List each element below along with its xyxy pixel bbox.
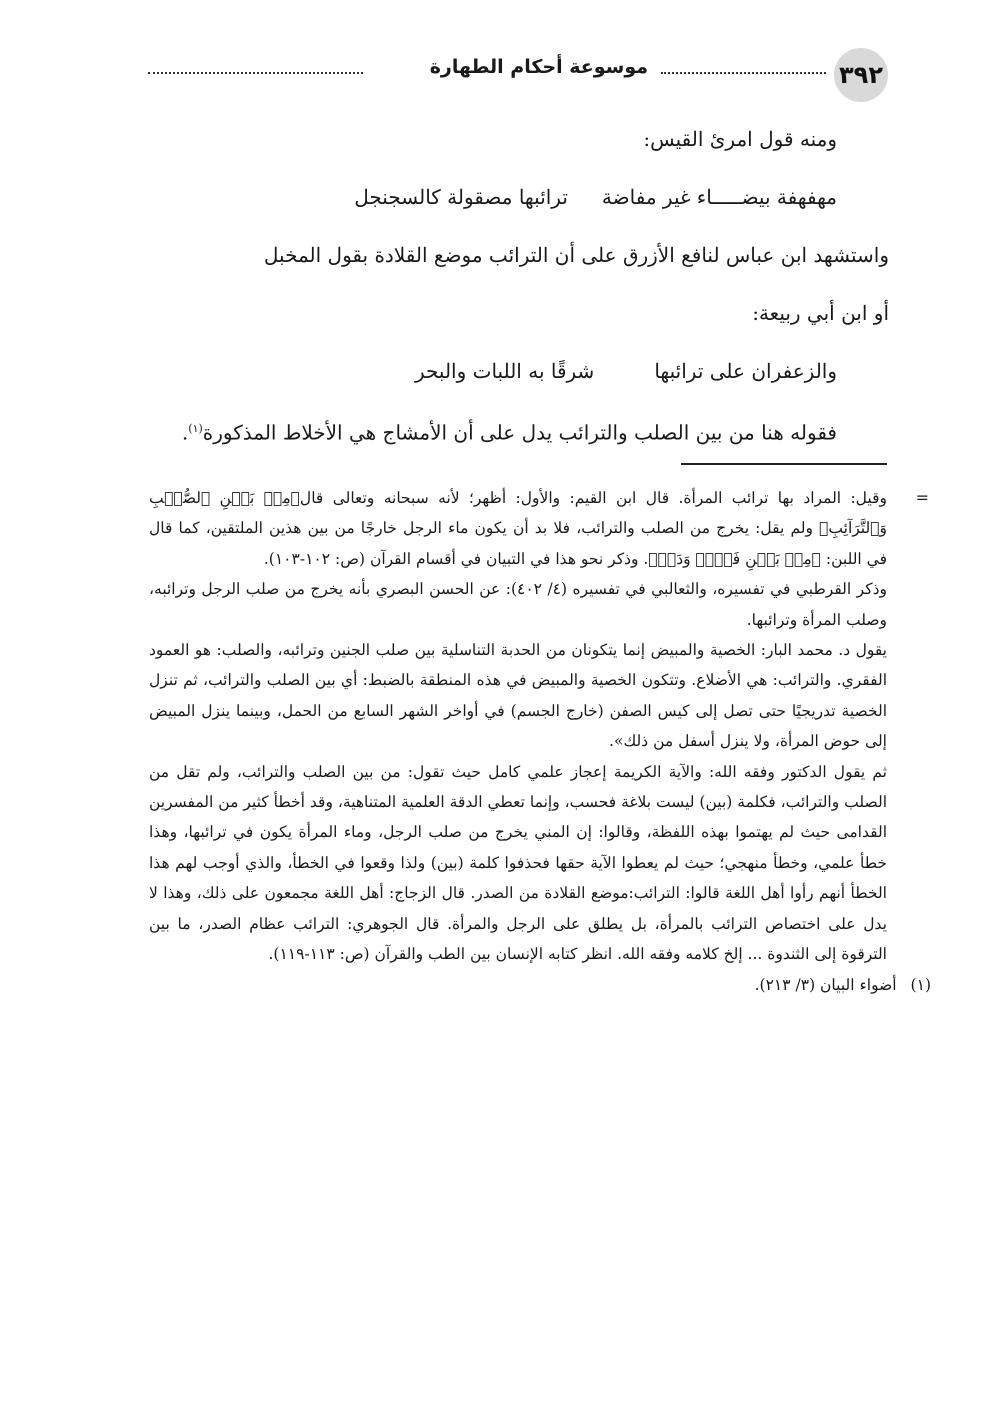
conclusion-period: . — [181, 420, 189, 445]
header-dotted-rule-right — [661, 72, 826, 74]
verse-imru-al-qays — [147, 168, 889, 226]
footnote-separator — [681, 463, 887, 465]
page-number: ٣٩٢ — [834, 48, 888, 102]
footnote-paragraph: وذكر القرطبي في تفسيره، والثعالبي في تفسيره (٤/ ٤٠٢): عن الحسن البصري بأنه يخرج من صلب الرجل وترائبه، وصلب المرأة وترائبها. — [149, 580, 887, 629]
footnote-paragraph: يقول د. محمد البار: الخصية والمبيض إنما يتكونان من الحدبة التناسلية بين صلب الجنين وترائبه، والصلب: هو العمود الفقري. والترائب: هي الأضلاع. وتتكون الخصية والمبيض في هذه المنطقة بالضبط: أي بين الصلب والترائب، ثم تنزل الخصية تدريجيًا حتى تصل إلى كيس الصفن (خارج الجسم) في أواخر الشهر السابع من الحمل، وبينما ينزل المبيض إلى حوض المرأة، ولا ينزل أسفل من ذلك». — [149, 641, 887, 751]
verse-ibn-abi-rabia — [147, 342, 889, 400]
main-text — [147, 110, 889, 462]
conclusion-text: فقوله هنا من بين الصلب والترائب يدل على أن الأمشاج هي الأخلاط المذكورة — [202, 420, 837, 445]
footnote-1 — [149, 970, 931, 1000]
verse-first-hemistich: مهفهفة بيضـــــاء غير مفاضة — [601, 185, 837, 209]
footnote-reference[interactable]: (١) — [188, 422, 203, 435]
conclusion-line — [147, 400, 889, 462]
paragraph-line: واستشهد ابن عباس لنافع الأزرق على أن الترائب موضع القلادة بقول المخبل — [263, 243, 889, 267]
footnote-text: أضواء البيان (٣/ ٢١٣). — [754, 975, 897, 994]
paragraph-line: أو ابن أبي ربيعة: — [752, 301, 889, 325]
page-header — [148, 48, 888, 100]
intro-line: ومنه قول امرئ القيس: — [643, 127, 837, 151]
verse-first-hemistich: والزعفران على ترائبها — [654, 359, 837, 383]
footnotes — [149, 483, 931, 1000]
footnote-continuation-mark: = — [915, 488, 929, 507]
running-title: موسوعة أحكام الطهارة — [429, 56, 648, 78]
verse-second-hemistich: شرقًا به اللبات والبحر — [414, 359, 595, 383]
verse-second-hemistich: ترائبها مصقولة كالسجنجل — [354, 185, 568, 209]
header-dotted-rule-left — [148, 72, 363, 74]
footnote-number: (١) — [910, 975, 931, 994]
footnote-paragraph: وقيل: المراد بها ترائب المرأة. قال ابن القيم: والأول: أظهر؛ لأنه سبحانه وتعالى قال﴿مِنۢ بَيۡنِ ٱلصُّلۡبِ وَٱلتَّرَآئِبِ﴾ ولم يقل: يخرج من الصلب والترائب، فلا بد أن يكون ماء الرجل خارجًا من بين هذين الملتقين، كما قال في اللبن: ﴿مِنۢ بَيۡنِ فَرۡثٖ وَدَمٖ﴾. وذكر نحو هذا في التبيان في أقسام القرآن (ص: ١٠٢-١٠٣). — [149, 489, 887, 568]
footnote-paragraph: ثم يقول الدكتور وفقه الله: والآية الكريمة إعجاز علمي كامل حيث تقول: من بين الصلب والترائب، ولم تقل من الصلب والترائب، فكلمة (بين) ليست بلاغة فحسب، وإنما تعطي الدقة العلمية المتناهية، وقد أخطأ كثير من المفسرين القدامى حيث لم يهتموا بهذه اللفظة، وقالوا: إن المني يخرج من صلب الرجل، وماء المرأة يكون في ترائبها، وهذا خطأ علمي، وخطأ منهجي؛ حيث لم يعطوا الآية حقها فحذفوا كلمة (بين) ولذا وقعوا في الخطأ، والذي أوجب لهم هذا الخطأ أنهم رأوا أهل اللغة قالوا: الترائب:موضع القلادة من الصدر. قال الزجاج: أهل اللغة مجمعون على ذلك، وهذا لا يدل على اختصاص الترائب بالمرأة، بل يطلق على الرجل والمرأة. قال الجوهري: الترائب عظام الصدر، ما بين الترقوة إلى الثندوة ... إلخ كلامه وفقه الله. انظر كتابه الإنسان بين الطب والقرآن (ص: ١١٣-١١٩). — [149, 762, 887, 964]
